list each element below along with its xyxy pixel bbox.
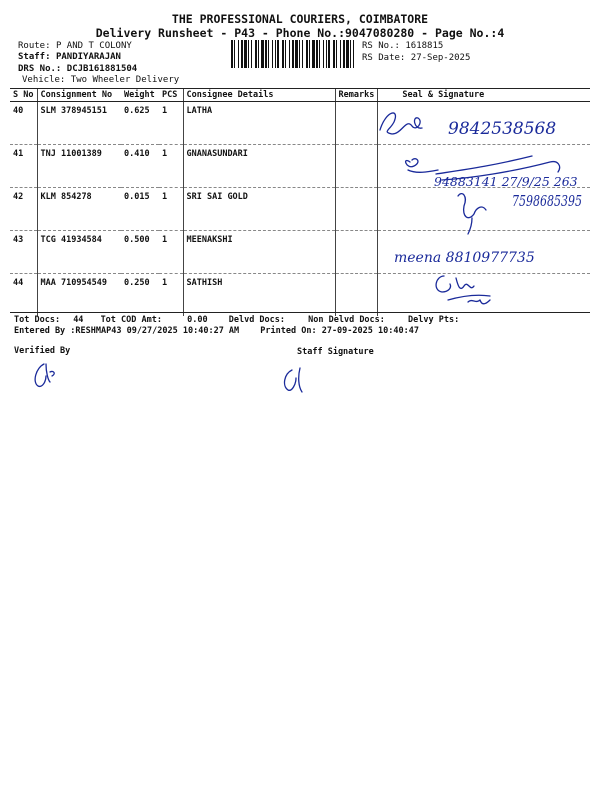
handwritten-date: 94883141 27/9/25 263 xyxy=(434,174,578,189)
drs-line xyxy=(18,64,137,74)
cell-consignment: TNJ 11001389 xyxy=(37,145,121,188)
cell-weight: 0.500 xyxy=(121,231,159,274)
cell-sno: 41 xyxy=(10,145,37,188)
route-value: P AND T COLONY xyxy=(55,41,132,51)
entered-line xyxy=(14,326,419,336)
handwritten-phone: meena 8810977735 xyxy=(394,250,535,266)
cell-consignee: GNANASUNDARI xyxy=(183,145,335,188)
tot-docs-label: Tot Docs: xyxy=(14,315,61,325)
vehicle-value: Two Wheeler Delivery xyxy=(70,75,180,85)
tot-cod-label: Tot COD Amt: xyxy=(100,315,162,325)
barcode xyxy=(231,40,357,68)
cell-weight: 0.410 xyxy=(121,145,159,188)
rs-no-line xyxy=(362,41,443,51)
cell-pcs: 1 xyxy=(159,231,183,274)
cell-weight: 0.015 xyxy=(121,188,159,231)
rs-date-label: RS Date: xyxy=(362,53,406,63)
cell-pcs: 1 xyxy=(159,145,183,188)
cell-pcs: 1 xyxy=(159,102,183,145)
company-title: THE PROFESSIONAL COURIERS, COIMBATORE xyxy=(171,12,429,26)
col-header: Consignment No xyxy=(37,89,121,102)
col-header: Remarks xyxy=(335,89,378,102)
delvd-docs-label: Delvd Docs: xyxy=(228,315,286,325)
cell-consignee: SATHISH xyxy=(183,274,335,317)
handwritten-signatures xyxy=(372,100,592,315)
totals-line xyxy=(14,315,459,325)
cell-sno: 43 xyxy=(10,231,37,274)
cell-consignment: SLM 378945151 xyxy=(37,102,121,145)
tot-docs-value: 44 xyxy=(73,315,84,325)
route-label: Route: xyxy=(18,41,51,51)
cell-sno: 42 xyxy=(10,188,37,231)
cell-consignment: KLM 854278 xyxy=(37,188,121,231)
signature-scribble xyxy=(380,113,422,134)
col-header: S No xyxy=(10,89,37,102)
cell-consignment: MAA 710954549 xyxy=(37,274,121,317)
cell-consignee: LATHA xyxy=(183,102,335,145)
staff-value: PANDIYARAJAN xyxy=(55,52,121,62)
entered-by: Entered By :RESHMAP43 09/27/2025 10:40:27 AM xyxy=(14,326,240,336)
rs-no-label: RS No.: xyxy=(362,41,400,51)
verified-by-label: Verified By xyxy=(14,346,71,356)
vehicle-label: Vehicle: xyxy=(22,75,66,85)
drs-label: DRS No.: xyxy=(18,64,62,74)
cell-consignee: SRI SAI GOLD xyxy=(183,188,335,231)
col-header: Weight xyxy=(121,89,159,102)
verified-signature xyxy=(28,358,68,394)
handwritten-phone: 7598685395 xyxy=(512,192,582,210)
signature-scribble xyxy=(436,276,490,304)
staff-label: Staff: xyxy=(18,52,51,62)
col-header: Consignee Details xyxy=(183,89,335,102)
cell-pcs: 1 xyxy=(159,188,183,231)
cell-consignment: TCG 41934584 xyxy=(37,231,121,274)
staff-line xyxy=(18,52,121,62)
handwritten-phone: 9842538568 xyxy=(448,119,557,139)
cell-weight: 0.625 xyxy=(121,102,159,145)
delvy-pts-label: Delvy Pts: xyxy=(408,315,460,325)
staff-signature-label: Staff Signature xyxy=(297,347,374,357)
cell-sno: 40 xyxy=(10,102,37,145)
signature-scribble xyxy=(406,156,532,174)
non-delvd-docs-label: Non Delvd Docs: xyxy=(308,315,385,325)
cell-pcs: 1 xyxy=(162,278,168,288)
cell-consignee: MEENAKSHI xyxy=(183,231,335,274)
cell-sno: 44 xyxy=(13,278,24,288)
col-header: Seal & Signature xyxy=(378,89,590,102)
route-line xyxy=(18,41,132,51)
cell-weight: 0.250 xyxy=(124,278,150,288)
tot-cod-value: 0.00 xyxy=(187,315,208,325)
rs-date-line xyxy=(362,53,470,63)
rs-date-value: 27-Sep-2025 xyxy=(410,53,471,63)
staff-signature xyxy=(278,362,318,398)
drs-value: DCJB161881504 xyxy=(66,64,138,74)
printed-on: Printed On: 27-09-2025 10:40:47 xyxy=(260,326,419,336)
signature-scribble xyxy=(458,194,486,234)
vehicle-line xyxy=(22,75,179,85)
runsheet-subtitle: Delivery Runsheet - P43 - Phone No.:9047080280 - Page No.:4 xyxy=(95,26,505,40)
col-header: PCS xyxy=(159,89,183,102)
rs-no-value: 1618815 xyxy=(405,41,444,51)
